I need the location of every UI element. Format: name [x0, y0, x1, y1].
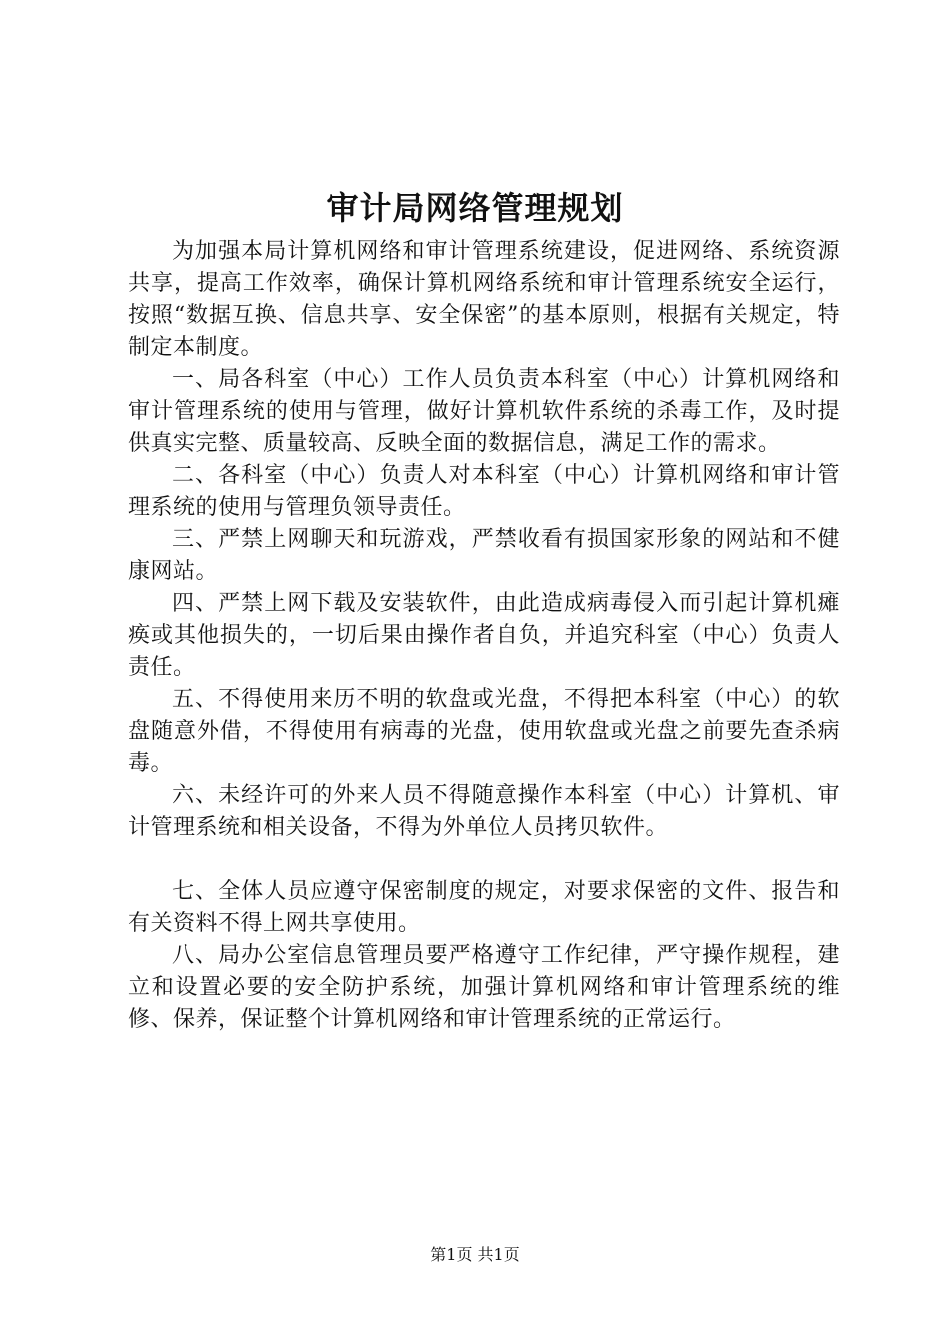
- document-body: [128, 236, 840, 1036]
- paragraph-item-8: 八、局办公室信息管理员要严格遵守工作纪律，严守操作规程，建立和设置必要的安全防护系统，加强计算机网络和审计管理系统的维修、保养，保证整个计算机网络和审计管理系统的正常运行。: [128, 943, 840, 1032]
- paragraph-item-2: 二、各科室（中心）负责人对本科室（中心）计算机网络和审计管理系统的使用与管理负领导责任。: [128, 463, 840, 520]
- paragraph-intro: 为加强本局计算机网络和审计管理系统建设，促进网络、系统资源共享，提高工作效率，确保计算机网络系统和审计管理系统安全运行，按照“数据互换、信息共享、安全保密”的基本原则，根据有关规定，特制定本制度。: [128, 239, 840, 360]
- paragraph-item-4: 四、严禁上网下载及安装软件，由此造成病毒侵入而引起计算机瘫痪或其他损失的，一切后果由操作者自负，并追究科室（中心）负责人责任。: [128, 591, 840, 680]
- document-title: 审计局网络管理规划: [326, 189, 624, 227]
- paragraph-item-6: 六、未经许可的外来人员不得随意操作本科室（中心）计算机、审计管理系统和相关设备，不得为外单位人员拷贝软件。: [128, 783, 840, 840]
- paragraph-item-7: 七、全体人员应遵守保密制度的规定，对要求保密的文件、报告和有关资料不得上网共享使用。: [128, 879, 840, 936]
- paragraph-item-5: 五、不得使用来历不明的软盘或光盘，不得把本科室（中心）的软盘随意外借，不得使用有病毒的光盘，使用软盘或光盘之前要先查杀病毒。: [128, 687, 840, 776]
- paragraph-item-3: 三、严禁上网聊天和玩游戏，严禁收看有损国家形象的网站和不健康网站。: [128, 527, 840, 584]
- paragraph-item-1: 一、局各科室（中心）工作人员负责本科室（中心）计算机网络和审计管理系统的使用与管理，做好计算机软件系统的杀毒工作，及时提供真实完整、质量较高、反映全面的数据信息，满足工作的需求。: [128, 367, 840, 456]
- page-footer: 第1页 共1页: [430, 1245, 520, 1264]
